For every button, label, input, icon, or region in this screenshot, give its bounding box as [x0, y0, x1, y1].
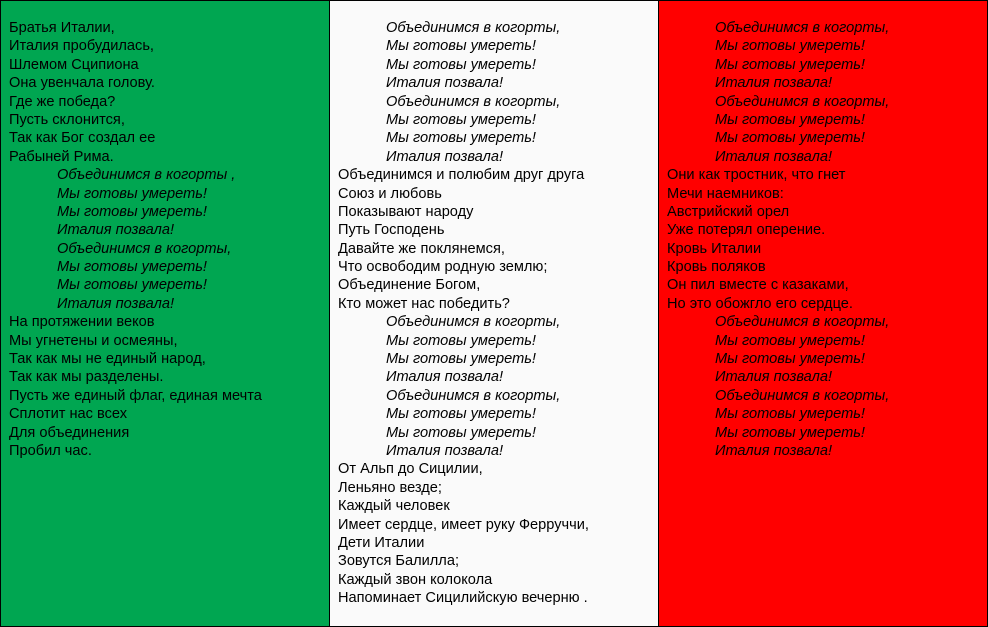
chorus-line: Объединимся в когорты, — [386, 20, 561, 36]
chorus-line: Мы готовы умереть! — [715, 130, 865, 147]
chorus-line: Объединимся в когорты, — [57, 240, 232, 257]
chorus-line: Мы готовы умереть! — [57, 277, 207, 294]
verse-line: Напоминает Сицилийскую вечерню . — [338, 590, 588, 607]
verse-line: Показывают народу — [338, 203, 474, 220]
chorus-line: Мы готовы умереть! — [386, 332, 536, 349]
verse-line: Леньяно везде; — [338, 479, 442, 496]
verse-line: Так как мы не единый народ, — [9, 351, 206, 368]
chorus-line: Италия позвала! — [57, 295, 174, 312]
verse-line: Союз и любовь — [338, 185, 442, 202]
verse-line: Давайте же поклянемся, — [338, 240, 505, 257]
verse-line: Где же победа? — [9, 93, 116, 110]
chorus-line: Италия позвала! — [386, 442, 503, 459]
chorus-line: Объединимся в когорты, — [386, 93, 561, 110]
chorus-line: Мы готовы умереть! — [386, 424, 536, 441]
chorus-line: Мы готовы умереть! — [386, 406, 536, 423]
chorus-line: Мы готовы умереть! — [386, 38, 536, 55]
verse-line: Она увенчала голову. — [9, 75, 155, 92]
verse-line: Кто может нас победить? — [338, 295, 510, 312]
chorus-line: Мы готовы умереть! — [386, 56, 536, 73]
chorus-line: Мы готовы умереть! — [57, 185, 207, 202]
chorus-line: Италия позвала! — [715, 75, 832, 92]
verse-line: Для объединения — [9, 424, 130, 441]
verse-line: Мечи наемников: — [667, 185, 784, 202]
verse-line: Каждый человек — [338, 498, 450, 515]
chorus-line: Мы готовы умереть! — [57, 259, 207, 276]
chorus-line: Мы готовы умереть! — [715, 351, 865, 368]
chorus-line: Объединимся в когорты, — [386, 314, 561, 331]
chorus-line: Италия позвала! — [715, 148, 832, 165]
verse-line: Шлемом Сципиона — [9, 56, 139, 73]
verse-line: Пусть склонится, — [9, 111, 125, 128]
chorus-line: Объединимся в когорты, — [715, 20, 890, 36]
verse-line: Они как тростник, что гнет — [667, 167, 846, 184]
chorus-line: Мы готовы умереть! — [386, 111, 536, 128]
chorus-line: Италия позвала! — [386, 369, 503, 386]
green-column — [0, 0, 330, 627]
verse-line: На протяжении веков — [9, 314, 155, 331]
chorus-line: Италия позвала! — [715, 442, 832, 459]
verse-line: Зовутся Балилла; — [338, 553, 459, 570]
chorus-line: Объединимся в когорты , — [57, 167, 236, 184]
chorus-line: Мы готовы умереть! — [386, 351, 536, 368]
verse-line: Так как мы разделены. — [9, 369, 164, 386]
chorus-line: Мы готовы умереть! — [715, 111, 865, 128]
chorus-line: Объединимся в когорты, — [715, 387, 890, 404]
chorus-line: Мы готовы умереть! — [715, 424, 865, 441]
chorus-line: Италия позвала! — [715, 369, 832, 386]
verse-line: Рабыней Рима. — [9, 148, 114, 165]
verse-line: Объединимся и полюбим друг друга — [338, 167, 585, 184]
verse-line: Каждый звон колокола — [338, 571, 493, 588]
verse-line: Так как Бог создал ее — [9, 130, 156, 147]
chorus-line: Мы готовы умереть! — [386, 130, 536, 147]
verse-line: Австрийский орел — [667, 203, 790, 220]
verse-line: От Альп до Сицилии, — [338, 461, 483, 478]
verse-line: Кровь Италии — [667, 240, 762, 257]
chorus-line: Мы готовы умереть! — [715, 332, 865, 349]
verse-line: Но это обожгло его сердце. — [667, 295, 853, 312]
verse-line: Сплотит нас всех — [9, 406, 127, 423]
chorus-line: Мы готовы умереть! — [715, 406, 865, 423]
verse-line: Кровь поляков — [667, 259, 766, 276]
verse-line: Путь Господень — [338, 222, 445, 239]
chorus-line: Мы готовы умереть! — [57, 203, 207, 220]
red-column — [659, 0, 988, 627]
verse-line: Уже потерял оперение. — [667, 222, 826, 239]
verse-line: Дети Италии — [338, 534, 425, 551]
verse-line: Италия пробудилась, — [9, 38, 154, 55]
verse-line: Объединение Богом, — [338, 277, 481, 294]
chorus-line: Мы готовы умереть! — [715, 38, 865, 55]
verse-line: Мы угнетены и осмеяны, — [9, 332, 178, 349]
verse-line: Братья Италии, — [9, 20, 115, 36]
verse-line: Пробил час. — [9, 442, 92, 459]
chorus-line: Мы готовы умереть! — [715, 56, 865, 73]
verse-line: Имеет сердце, имеет руку Ферруччи, — [338, 516, 589, 533]
chorus-line: Италия позвала! — [386, 148, 503, 165]
chorus-line: Объединимся в когорты, — [715, 93, 890, 110]
chorus-line: Объединимся в когорты, — [386, 387, 561, 404]
verse-line: Что освободим родную землю; — [338, 259, 548, 276]
chorus-line: Объединимся в когорты, — [715, 314, 890, 331]
verse-line: Пусть же единый флаг, единая мечта — [9, 387, 262, 404]
chorus-line: Италия позвала! — [57, 222, 174, 239]
chorus-line: Италия позвала! — [386, 75, 503, 92]
white-column — [330, 0, 659, 627]
verse-line: Он пил вместе с казаками, — [667, 277, 849, 294]
